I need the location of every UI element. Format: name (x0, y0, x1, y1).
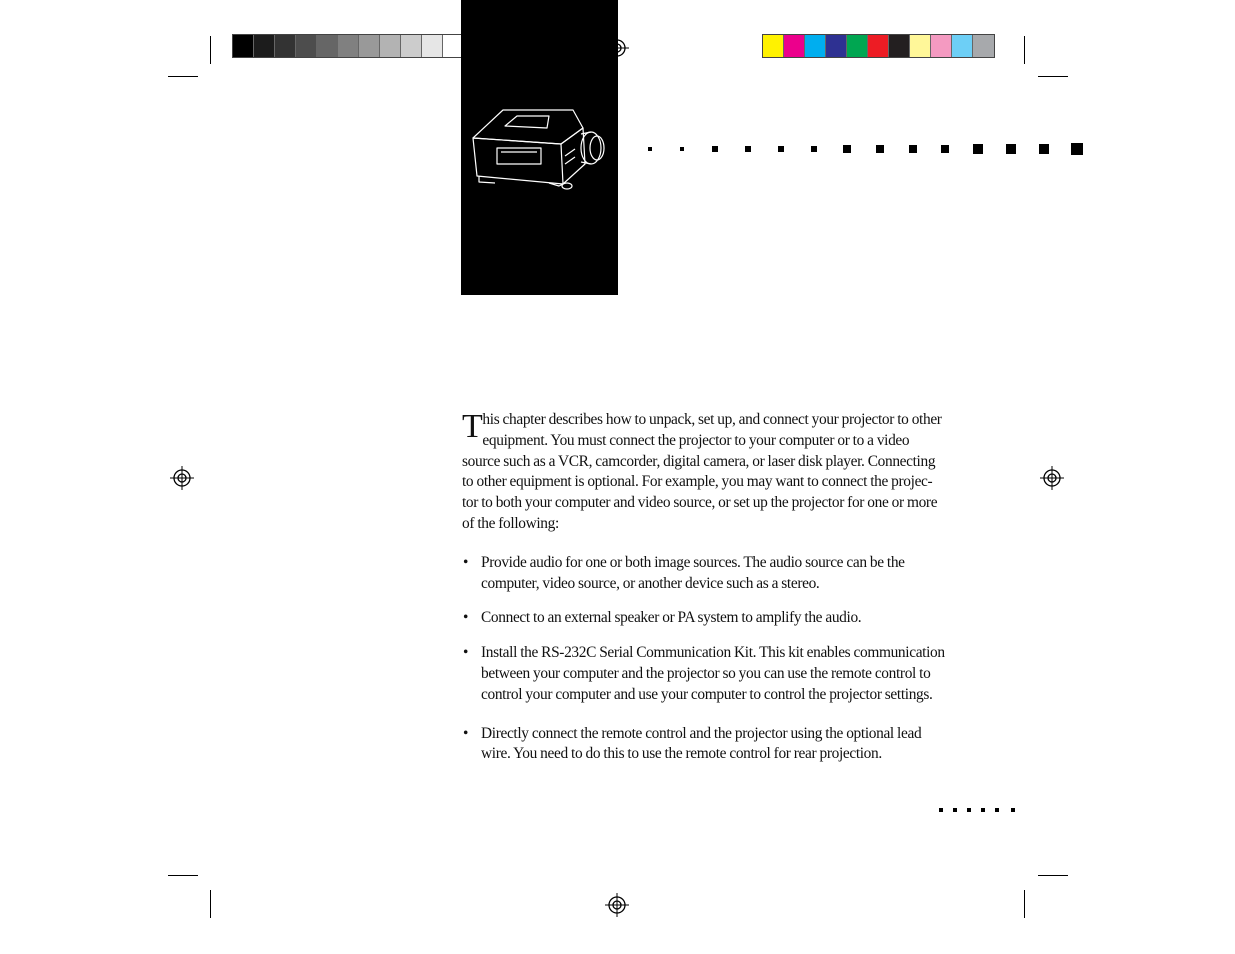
registration-mark-icon (170, 466, 194, 490)
color-swatch (317, 35, 338, 57)
color-swatch (868, 35, 889, 57)
bullet-list (462, 553, 948, 765)
list-item (462, 553, 948, 595)
decorative-dot (648, 147, 652, 151)
crop-mark (210, 36, 211, 64)
decorative-dot (778, 146, 784, 152)
bullet-symbol: • (463, 553, 469, 571)
list-item (462, 608, 948, 629)
intro-text: his chapter describes how to unpack, set up, and connect your projector to other equipment. You must connect the projector to your computer or to a video source such as a VCR, camcorder, digital camera, or laser disk player. Connecting to other equipment is optional. For example, you may want to connect the projec-tor to both your computer and video source, or set up the projector for one or more of the following: (462, 411, 942, 532)
crop-mark (1038, 875, 1068, 876)
decorative-dot (995, 808, 999, 812)
decorative-dot (941, 145, 950, 154)
decorative-dot (967, 808, 971, 812)
projector-icon (465, 104, 615, 196)
decorative-dot (1071, 143, 1082, 154)
registration-mark-icon (605, 893, 629, 917)
color-swatch (233, 35, 254, 57)
crop-mark (1024, 36, 1025, 64)
crop-mark (210, 890, 211, 918)
chapter-tab (461, 0, 618, 295)
color-swatch (910, 35, 931, 57)
list-item-text: Connect to an external speaker or PA system to amplify the audio. (481, 609, 862, 627)
color-swatch (973, 35, 994, 57)
color-swatch (889, 35, 910, 57)
crop-mark (1024, 890, 1025, 918)
decorative-dot (811, 146, 818, 153)
decorative-dot (973, 144, 983, 154)
list-item (462, 643, 948, 705)
chapter-intro (462, 410, 948, 780)
list-item-text: Install the RS-232C Serial Communication Kit. This kit enables communication between your computer and the projector so you can use the remote control to control your computer and use your computer to control the projector settings. (481, 644, 945, 703)
decorative-dot (843, 145, 850, 152)
color-swatch (847, 35, 868, 57)
color-swatch (254, 35, 275, 57)
decorative-dot (712, 146, 717, 151)
color-swatch (805, 35, 826, 57)
color-swatch (338, 35, 359, 57)
color-swatch (826, 35, 847, 57)
decorative-dot (1011, 808, 1015, 812)
color-swatch (422, 35, 443, 57)
bullet-symbol: • (463, 724, 469, 742)
decorative-dot (745, 146, 751, 152)
crop-mark (168, 76, 198, 77)
color-swatch (296, 35, 317, 57)
color-swatch (763, 35, 784, 57)
decorative-dot (680, 147, 685, 152)
list-item (462, 724, 948, 766)
grayscale-swatch-bar (232, 34, 465, 58)
registration-mark-icon (1040, 466, 1064, 490)
decorative-dot (939, 808, 943, 812)
decorative-dot (953, 808, 957, 812)
color-swatch (401, 35, 422, 57)
decorative-dot (1039, 144, 1050, 155)
bullet-symbol: • (463, 644, 469, 662)
crop-mark (1038, 76, 1068, 77)
color-swatch (931, 35, 952, 57)
decorative-dot (1006, 144, 1016, 154)
bullet-symbol: • (463, 609, 469, 627)
color-swatch (784, 35, 805, 57)
intro-paragraph (462, 410, 948, 535)
crop-mark (168, 875, 198, 876)
drop-cap: T (462, 408, 483, 445)
list-item-text: Directly connect the remote control and the projector using the optional lead wire. You need to do this to use the remote control for rear projection. (481, 724, 922, 763)
color-swatch (380, 35, 401, 57)
list-item-text: Provide audio for one or both image sources. The audio source can be the computer, video source, or another device such as a stereo. (481, 553, 905, 592)
decorative-dot (981, 808, 985, 812)
color-swatch (952, 35, 973, 57)
color-swatch-bar (762, 34, 995, 58)
color-swatch (359, 35, 380, 57)
color-swatch (275, 35, 296, 57)
decorative-dot (909, 145, 917, 153)
decorative-dot (876, 145, 884, 153)
